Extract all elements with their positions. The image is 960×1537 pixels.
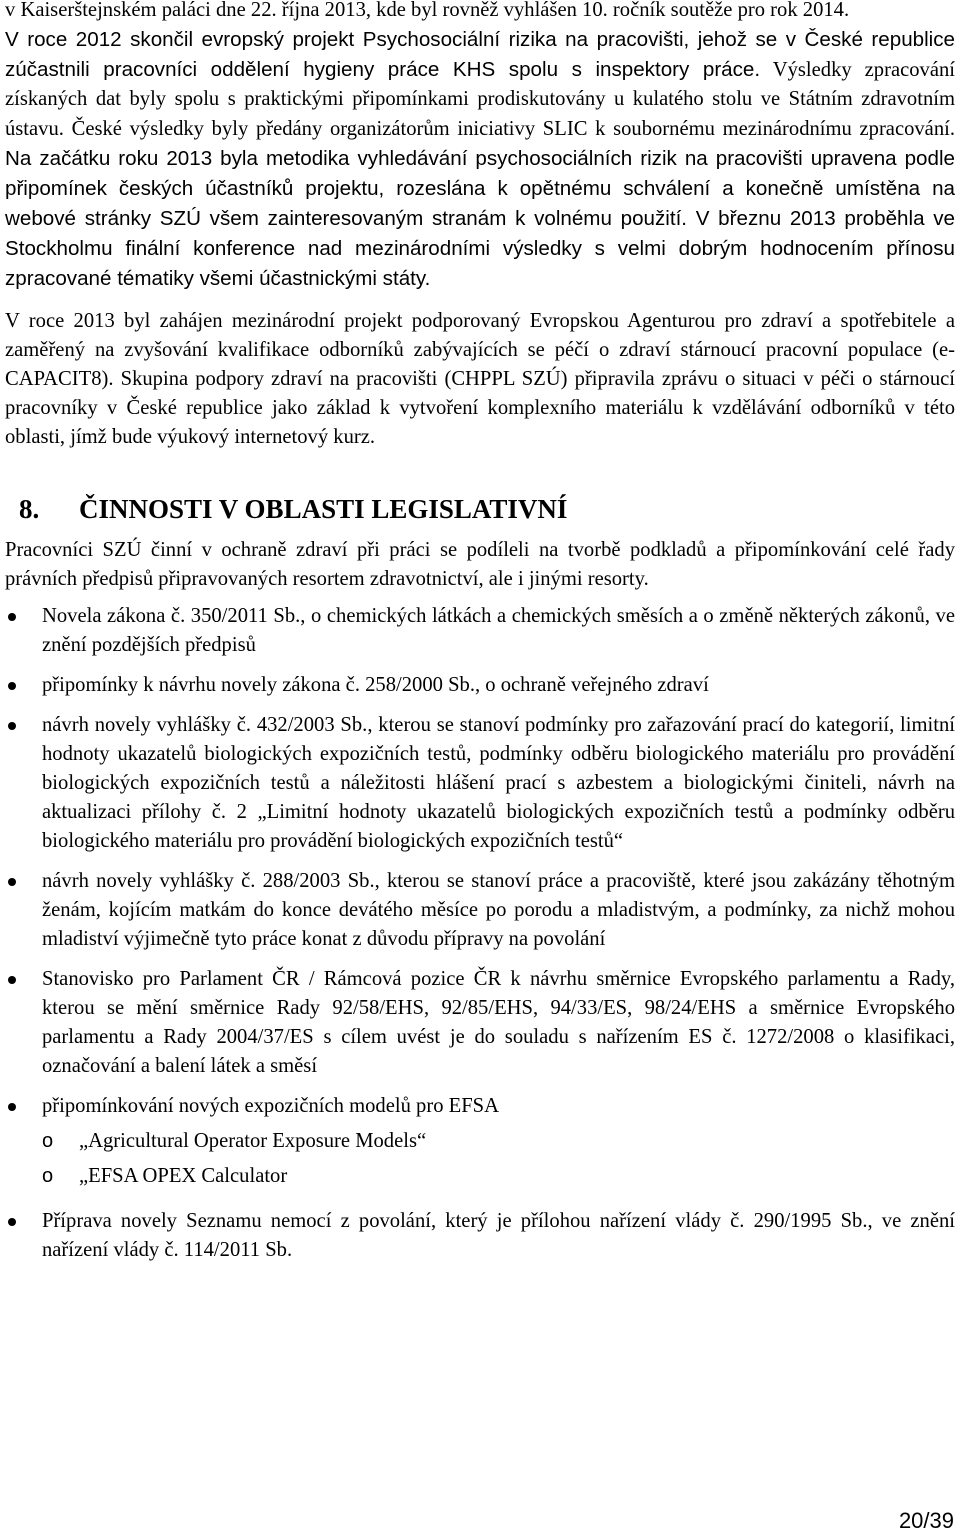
sub-list-item: o „EFSA OPEX Calculator <box>42 1162 955 1191</box>
paragraph-legislation-intro: Pracovníci SZÚ činní v ochraně zdraví při práci se podíleli na tvorbě podkladů a připomínkování celé řady právních předpisů připravovaných resortem zdravotnictví, ale i jinými resorty. <box>5 539 955 590</box>
page-number: 20/39 <box>898 1508 954 1533</box>
list-item: návrh novely vyhlášky č. 288/2003 Sb., kterou se stanoví práce a pracoviště, které jsou zakázány těhotným ženám, kojícím matkám do konce devátého měsíce po porodu a mladistvým, a podmínky, za nichž mohou mladiství výjimečně tyto práce konat z důvodu přípravy na povolání <box>5 867 955 954</box>
list-item: Novela zákona č. 350/2011 Sb., o chemických látkách a chemických směsích a o změně některých zákonů, ve znění pozdějších předpisů <box>5 602 955 660</box>
list-item: připomínky k návrhu novely zákona č. 258/2000 Sb., o ochraně veřejného zdraví <box>5 671 955 700</box>
paragraph-text: Na začátku roku 2013 byla metodika vyhledávání psychosociálních rizik na pracovišti upravena podle připomínek českých účastníků projektu, rozeslána k opětnému schválení a konečně umístěna na webové stránky SZÚ všem zainteresovaným stranám k volnému použití. V březnu 2013 proběhla ve Stockholmu finální konference nad mezinárodními výsledky s velmi dobrým hodnocením přínosu zpracované tématiky všemi účastnickými státy. <box>5 147 955 290</box>
paragraph-text: České výsledky byly předány organizátorům iniciativy SLIC k soubornému mezinárodnímu zpracování. <box>63 118 955 140</box>
bullet-icon <box>8 722 16 730</box>
list-item: připomínkování nových expozičních modelů pro EFSA o „Agricultural Operator Exposure Models“ o „EFSA OPEX Calculator <box>5 1092 955 1191</box>
bullet-icon <box>8 1218 16 1226</box>
bullet-icon <box>8 682 16 690</box>
section-heading <box>5 492 955 526</box>
paragraph-intro-continuation: v Kaiserštejnském paláci dne 22. října 2013, kde byl rovněž vyhlášen 10. ročník soutěže pro rok 2014. <box>5 0 850 21</box>
list-item: Příprava novely Seznamu nemocí z povolání, který je přílohou nařízení vlády č. 290/1995 Sb., ve znění nařízení vlády č. 114/2011 Sb. <box>5 1207 955 1265</box>
section-number: 8. <box>19 494 40 524</box>
paragraph-text: Výsledky zpracování získaných dat byly spolu s praktickými připomínkami prodiskutovány u kulatého stolu ve Státním zdravotním ústavu. <box>5 59 955 140</box>
bullet-icon <box>8 1103 16 1111</box>
legislation-list <box>5 602 955 1265</box>
bullet-icon <box>8 976 16 984</box>
list-item: Stanovisko pro Parlament ČR / Rámcová pozice ČR k návrhu směrnice Evropského parlamentu a Rady, kterou se mění směrnice Rady 92/58/EHS, 92/85/EHS, 94/33/ES, 98/24/EHS a směrnice Evropského parlamentu a Rady 2004/37/ES s cílem uvést je do souladu s nařízením ES č. 1272/2008 o klasifikaci, označování a balení látek a směsí <box>5 965 955 1081</box>
sub-list <box>42 1127 955 1191</box>
bullet-icon <box>8 613 16 621</box>
paragraph-psychosocial-risks <box>5 25 955 294</box>
section-title: ČINNOSTI V OBLASTI LEGISLATIVNÍ <box>79 494 568 524</box>
bullet-icon <box>8 878 16 886</box>
sub-bullet-icon: o <box>42 1165 54 1187</box>
sub-bullet-icon: o <box>42 1130 54 1152</box>
paragraph-text: V roce 2012 skončil evropský projekt Psychosociální rizika na pracovišti, jehož se v České republice zúčastnili pracovníci oddělení hygieny práce KHS spolu s inspektory práce. <box>5 28 955 81</box>
sub-list-item: o „Agricultural Operator Exposure Models“ <box>42 1127 955 1156</box>
paragraph-ecapacit8: V roce 2013 byl zahájen mezinárodní projekt podporovaný Evropskou Agenturou pro zdraví a spotřebitele a zaměřený na zvyšování kvalifikace odborníků zabývajících se péčí o zdraví stárnoucí pracovní populace (e-CAPACIT8). Skupina podpory zdraví na pracovišti (CHPPL SZÚ) připravila zprávu o situaci v péči o stárnoucí pracovníky v České republice jako základ k vytvoření komplexního materiálu k vzdělávání odborníků v této oblasti, jímž bude výukový internetový kurz. <box>5 310 955 448</box>
document-page <box>5 0 955 1276</box>
list-item: návrh novely vyhlášky č. 432/2003 Sb., kterou se stanoví podmínky pro zařazování prací do kategorií, limitní hodnoty ukazatelů biologických expozičních testů, podmínky odběru biologického materiálu pro provádění biologických expozičních testů a náležitosti hlášení prací s azbestem a biologickými činiteli, návrh na aktualizaci přílohy č. 2 „Limitní hodnoty ukazatelů biologických expozičních testů a podmínky odběru biologického materiálu pro provádění biologických expozičních testů“ <box>5 711 955 856</box>
